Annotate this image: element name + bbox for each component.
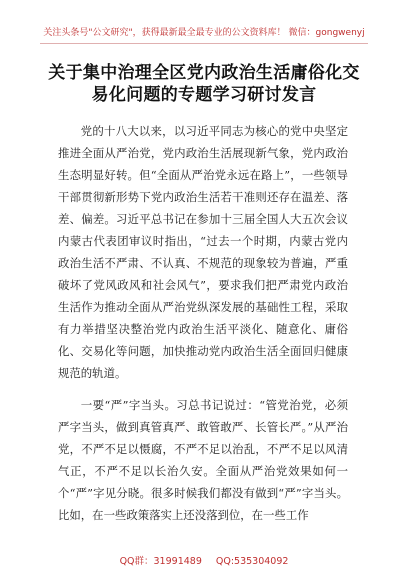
header-promo-text: 关注头条号"公文研究"，获得最新最全最专业的公文资料库！ 微信：gongwenyj: [43, 28, 365, 38]
footer-qq-group: QQ群：31991489: [119, 556, 202, 567]
document-body: [58, 120, 348, 526]
paragraph: 党的十八大以来，以习近平同志为核心的党中央坚定推进全面从严治党，党内政治生活展现新气象，党内政治生态明显好转。但“全面从严治党永远在路上”，一些领导干部贯彻新形势下党内政治生活若干准则还存在温差、落差、偏差。习近平总书记在参加十三届全国人大五次会议内蒙古代表团审议时指出，“过去一个时期，内蒙古党内政治生活不严肃、不认真、不规范的现象较为普遍，严重破坏了党风政风和社会风气”，要求我们把严肃党内政治生活作为推动全面从严治党纵深发展的基础性工程，采取有力举措坚决整治党内政治生活平淡化、随意化、庸俗化、交易化等问题，加快推动党内政治生活全面回归健康规范的轨道。: [58, 124, 348, 380]
title-line-1: 关于集中治理全区党内政治生活庸俗化交: [48, 63, 360, 83]
title-line-2: 易化问题的专题学习研讨发言: [91, 85, 317, 105]
footer-qq: QQ:535304092: [215, 556, 289, 567]
document-title: [40, 62, 368, 106]
footer-contact: [40, 556, 368, 568]
paragraph: 一要“严”字当头。习总书记说过：“管党治党，必须严字当头，做到真管真严、敢管敢严、长管长严。”从严治党，不严不足以慑腐，不严不足以治乱，不严不足以风清气正，不严不足以长治久安。全面从严治党效果如何一个“严”字见分晓。很多时候我们都没有做到“严”字当头。比如，在一些政策落实上还没落到位，在一些工作: [58, 398, 348, 522]
header-divider: [40, 43, 368, 44]
